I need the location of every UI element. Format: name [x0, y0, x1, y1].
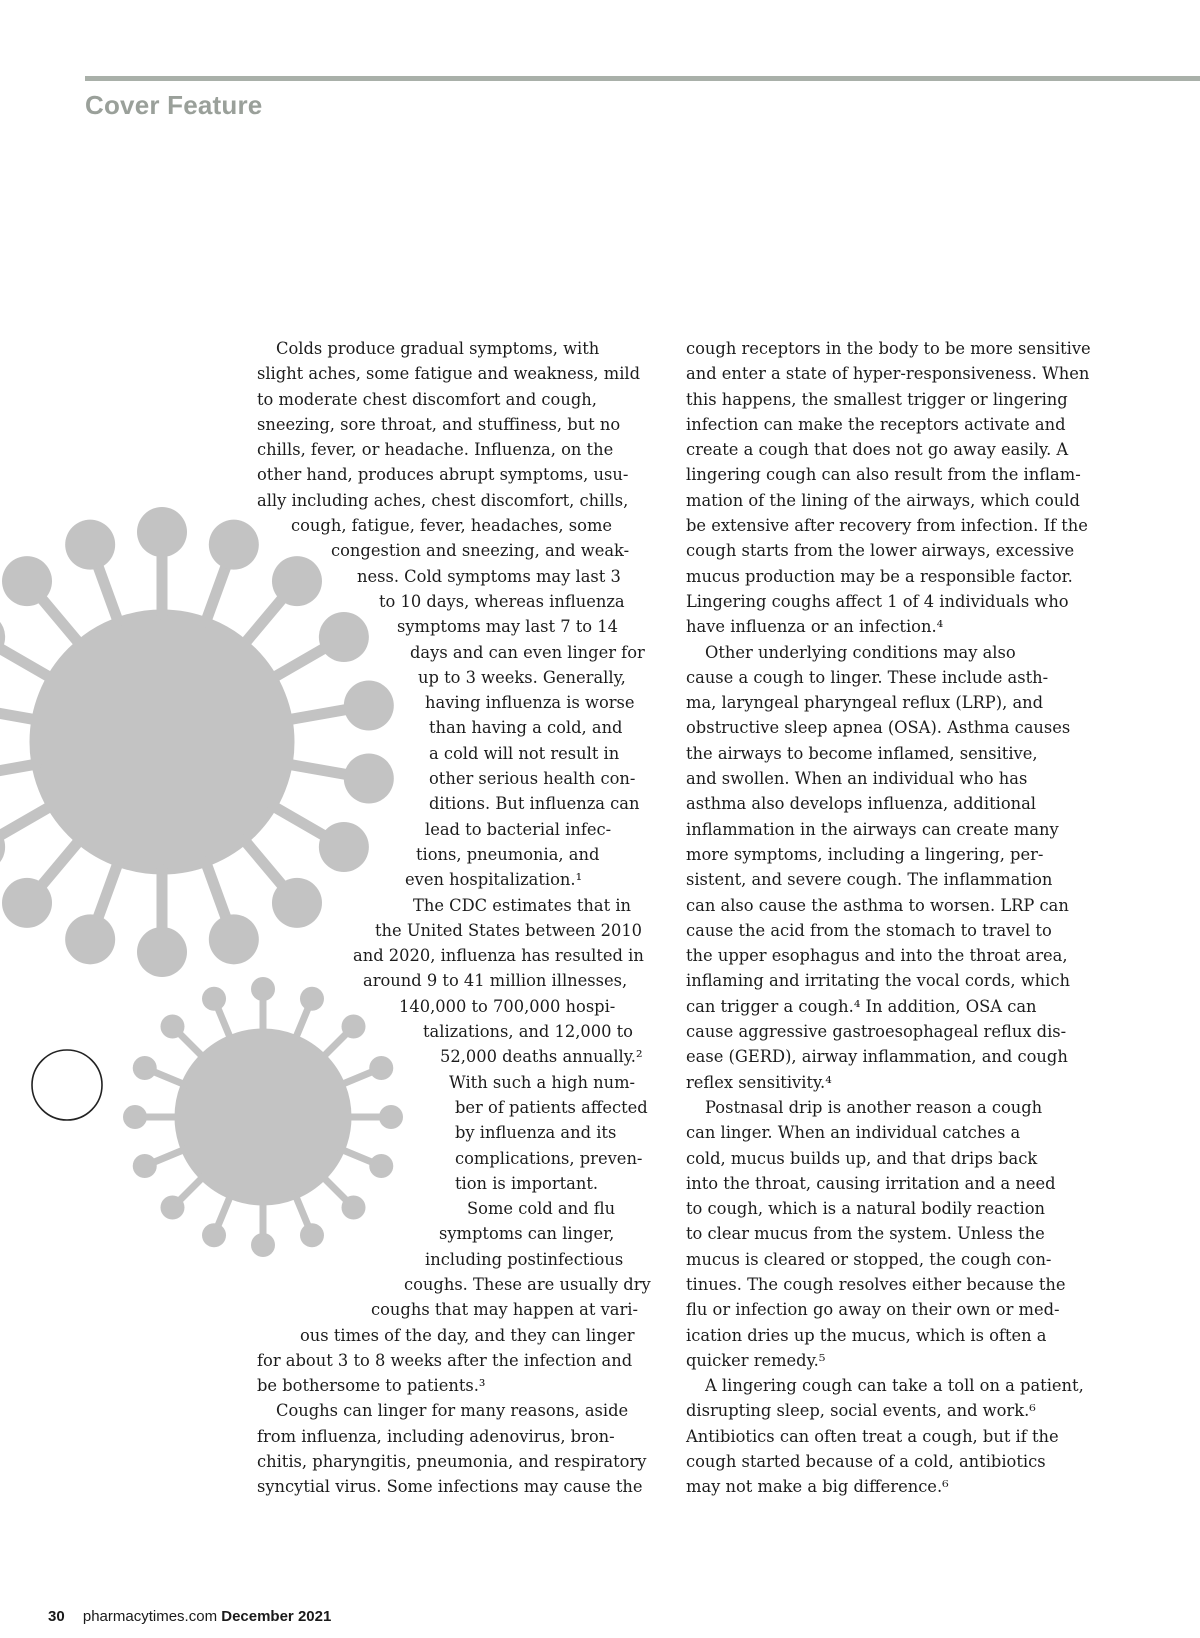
- virus-spike-tip: [160, 1196, 184, 1220]
- text-line: inflammation in the airways can create many: [686, 819, 1059, 839]
- text-line: complications, preven-: [455, 1148, 643, 1168]
- text-line: cause the acid from the stomach to travel to: [686, 920, 1052, 940]
- text-line: reflex sensitivity.⁴: [686, 1072, 832, 1092]
- text-line: sneezing, sore throat, and stuffiness, but no: [257, 414, 621, 434]
- text-line: talizations, and 12,000 to: [423, 1022, 633, 1042]
- text-line: slight aches, some fatigue and weakness, mild: [257, 364, 641, 384]
- text-line: cough receptors in the body to be more sensitive: [686, 339, 1091, 358]
- text-line: for about 3 to 8 weeks after the infection and: [257, 1350, 633, 1370]
- text-line: mation of the lining of the airways, which could: [686, 490, 1080, 510]
- text-line: mucus is cleared or stopped, the cough con-: [686, 1249, 1052, 1269]
- text-line: other serious health con-: [429, 769, 636, 789]
- text-line: ease (GERD), airway inflammation, and cough: [686, 1047, 1068, 1067]
- text-line: cause aggressive gastroesophageal reflux dis-: [686, 1022, 1067, 1042]
- virus-spike-tip: [160, 1014, 184, 1038]
- virus-spike-tip: [202, 1223, 226, 1247]
- text-line: ally including aches, chest discomfort, chills,: [257, 490, 629, 510]
- article-column-left: [257, 336, 657, 1500]
- text-line: syncytial virus. Some infections may cause the: [257, 1477, 643, 1497]
- article-column-right: [686, 336, 1106, 1500]
- virus-spike-tip: [137, 927, 187, 977]
- text-line: asthma also develops influenza, additional: [686, 794, 1037, 814]
- text-line: have influenza or an infection.⁴: [686, 617, 944, 637]
- text-line: With such a high num-: [449, 1072, 636, 1092]
- virus-spike: [0, 637, 51, 678]
- virus-spike-tip: [209, 914, 259, 964]
- text-line: inflaming and irritating the vocal cords, which: [686, 971, 1070, 991]
- text-line: ness. Cold symptoms may last 3: [357, 566, 621, 586]
- virus-spike-tip: [2, 878, 52, 928]
- text-line: than having a cold, and: [429, 718, 623, 738]
- virus-spike: [0, 706, 36, 720]
- virus-spike-tip: [209, 520, 259, 570]
- virus-spike-tip: [137, 507, 187, 557]
- text-line: to 10 days, whereas influenza: [379, 591, 625, 611]
- text-line: the airways to become inflamed, sensitive,: [686, 743, 1038, 763]
- virus-spike: [0, 764, 36, 778]
- virus-spike: [0, 806, 51, 847]
- text-line: The CDC estimates that in: [413, 895, 632, 915]
- issue-date: December 2021: [221, 1608, 332, 1625]
- virus-body: [30, 610, 294, 874]
- text-line: Colds produce gradual symptoms, with: [276, 339, 600, 358]
- text-line: more symptoms, including a lingering, per-: [686, 844, 1044, 864]
- page-number: 30: [48, 1608, 65, 1625]
- text-line: cough started because of a cold, antibiotics: [686, 1452, 1046, 1472]
- virus-spike-tip: [123, 1105, 147, 1129]
- text-line: coughs that may happen at vari-: [371, 1300, 638, 1320]
- text-line: having influenza is worse: [425, 693, 635, 713]
- text-line: and swollen. When an individual who has: [686, 769, 1028, 789]
- text-line: cough starts from the lower airways, excessive: [686, 541, 1075, 561]
- text-line: by influenza and its: [455, 1123, 617, 1143]
- text-line: 140,000 to 700,000 hospi-: [399, 996, 616, 1016]
- text-line: obstructive sleep apnea (OSA). Asthma causes: [686, 718, 1071, 738]
- virus-spike-tip: [133, 1056, 157, 1080]
- text-line: lingering cough can also result from the inflam-: [686, 465, 1081, 485]
- text-line: this happens, the smallest trigger or lingering: [686, 389, 1068, 409]
- text-line: ber of patients affected: [455, 1097, 648, 1117]
- text-line: be bothersome to patients.³: [257, 1376, 486, 1396]
- text-line: to clear mucus from the system. Unless the: [686, 1224, 1045, 1244]
- text-line: tions, pneumonia, and: [416, 844, 600, 864]
- text-line: tinues. The cough resolves either because the: [686, 1274, 1066, 1294]
- text-line: cough, fatigue, fever, headaches, some: [291, 516, 613, 536]
- text-line: Coughs can linger for many reasons, aside: [276, 1401, 629, 1421]
- text-line: Antibiotics can often treat a cough, but if the: [686, 1426, 1059, 1446]
- text-line: ous times of the day, and they can linger: [300, 1325, 635, 1345]
- virus-spike-tip: [65, 914, 115, 964]
- text-line: cold, mucus builds up, and that drips back: [686, 1148, 1038, 1168]
- text-line: around 9 to 41 million illnesses,: [363, 971, 628, 991]
- text-line: the United States between 2010: [375, 920, 643, 940]
- text-line: from influenza, including adenovirus, bron-: [257, 1426, 615, 1446]
- text-line: into the throat, causing irritation and a need: [686, 1173, 1056, 1193]
- text-line: congestion and sneezing, and weak-: [331, 541, 630, 561]
- text-line: may not make a big difference.⁶: [686, 1477, 949, 1497]
- text-line: to cough, which is a natural bodily reaction: [686, 1199, 1046, 1219]
- text-line: to moderate chest discomfort and cough,: [257, 389, 597, 409]
- text-line: symptoms can linger,: [439, 1224, 615, 1244]
- text-line: be extensive after recovery from infection. If the: [686, 516, 1088, 536]
- text-line: can linger. When an individual catches a: [686, 1123, 1021, 1143]
- text-line: can trigger a cough.⁴ In addition, OSA can: [686, 996, 1037, 1016]
- text-line: other hand, produces abrupt symptoms, usu-: [257, 465, 629, 485]
- text-line: flu or infection go away on their own or med-: [686, 1300, 1060, 1320]
- text-line: up to 3 weeks. Generally,: [418, 667, 626, 687]
- text-line: lead to bacterial infec-: [425, 819, 612, 839]
- text-line: ditions. But influenza can: [429, 794, 640, 814]
- virus-spike-tip: [65, 520, 115, 570]
- text-line: sistent, and severe cough. The inflammation: [686, 870, 1053, 890]
- text-line: a cold will not result in: [429, 743, 620, 763]
- text-line: days and can even linger for: [410, 642, 645, 662]
- text-line: and enter a state of hyper-responsiveness. When: [686, 364, 1090, 384]
- text-line: Lingering coughs affect 1 of 4 individuals who: [686, 591, 1069, 611]
- text-line: cause a cough to linger. These include asth-: [686, 667, 1049, 687]
- text-line: quicker remedy.⁵: [686, 1350, 826, 1370]
- text-line: including postinfectious: [425, 1249, 624, 1269]
- text-line: can also cause the asthma to worsen. LRP can: [686, 895, 1069, 915]
- text-line: Other underlying conditions may also: [705, 642, 1016, 662]
- text-line: mucus production may be a responsible factor.: [686, 566, 1073, 586]
- page-footer: [48, 1608, 331, 1625]
- virus-spike-tip: [202, 987, 226, 1011]
- text-line: create a cough that does not go away easily. A: [686, 440, 1069, 460]
- text-line: ma, laryngeal pharyngeal reflux (LRP), and: [686, 693, 1044, 713]
- text-line: disrupting sleep, social events, and work.⁶: [686, 1401, 1036, 1421]
- text-line: coughs. These are usually dry: [404, 1274, 651, 1294]
- text-line: Postnasal drip is another reason a cough: [705, 1097, 1043, 1117]
- virus-spike-tip: [2, 556, 52, 606]
- text-line: ication dries up the mucus, which is often a: [686, 1325, 1047, 1345]
- text-line: the upper esophagus and into the throat area,: [686, 946, 1068, 966]
- text-line: and 2020, influenza has resulted in: [353, 946, 644, 966]
- text-line: infection can make the receptors activate and: [686, 414, 1066, 434]
- text-line: chitis, pharyngitis, pneumonia, and respiratory: [257, 1452, 647, 1472]
- section-label: Cover Feature: [85, 90, 263, 120]
- virus-spike-tip: [133, 1154, 157, 1178]
- text-line: Some cold and flu: [467, 1199, 616, 1219]
- text-line: chills, fever, or headache. Influenza, on the: [257, 440, 614, 460]
- text-line: 52,000 deaths annually.²: [440, 1047, 643, 1067]
- outline-circle: [32, 1050, 102, 1120]
- text-line: even hospitalization.¹: [405, 870, 583, 890]
- text-line: A lingering cough can take a toll on a patient,: [705, 1376, 1084, 1396]
- text-line: symptoms may last 7 to 14: [397, 617, 619, 637]
- site-name: pharmacytimes.com: [82, 1608, 218, 1625]
- text-line: tion is important.: [455, 1173, 599, 1193]
